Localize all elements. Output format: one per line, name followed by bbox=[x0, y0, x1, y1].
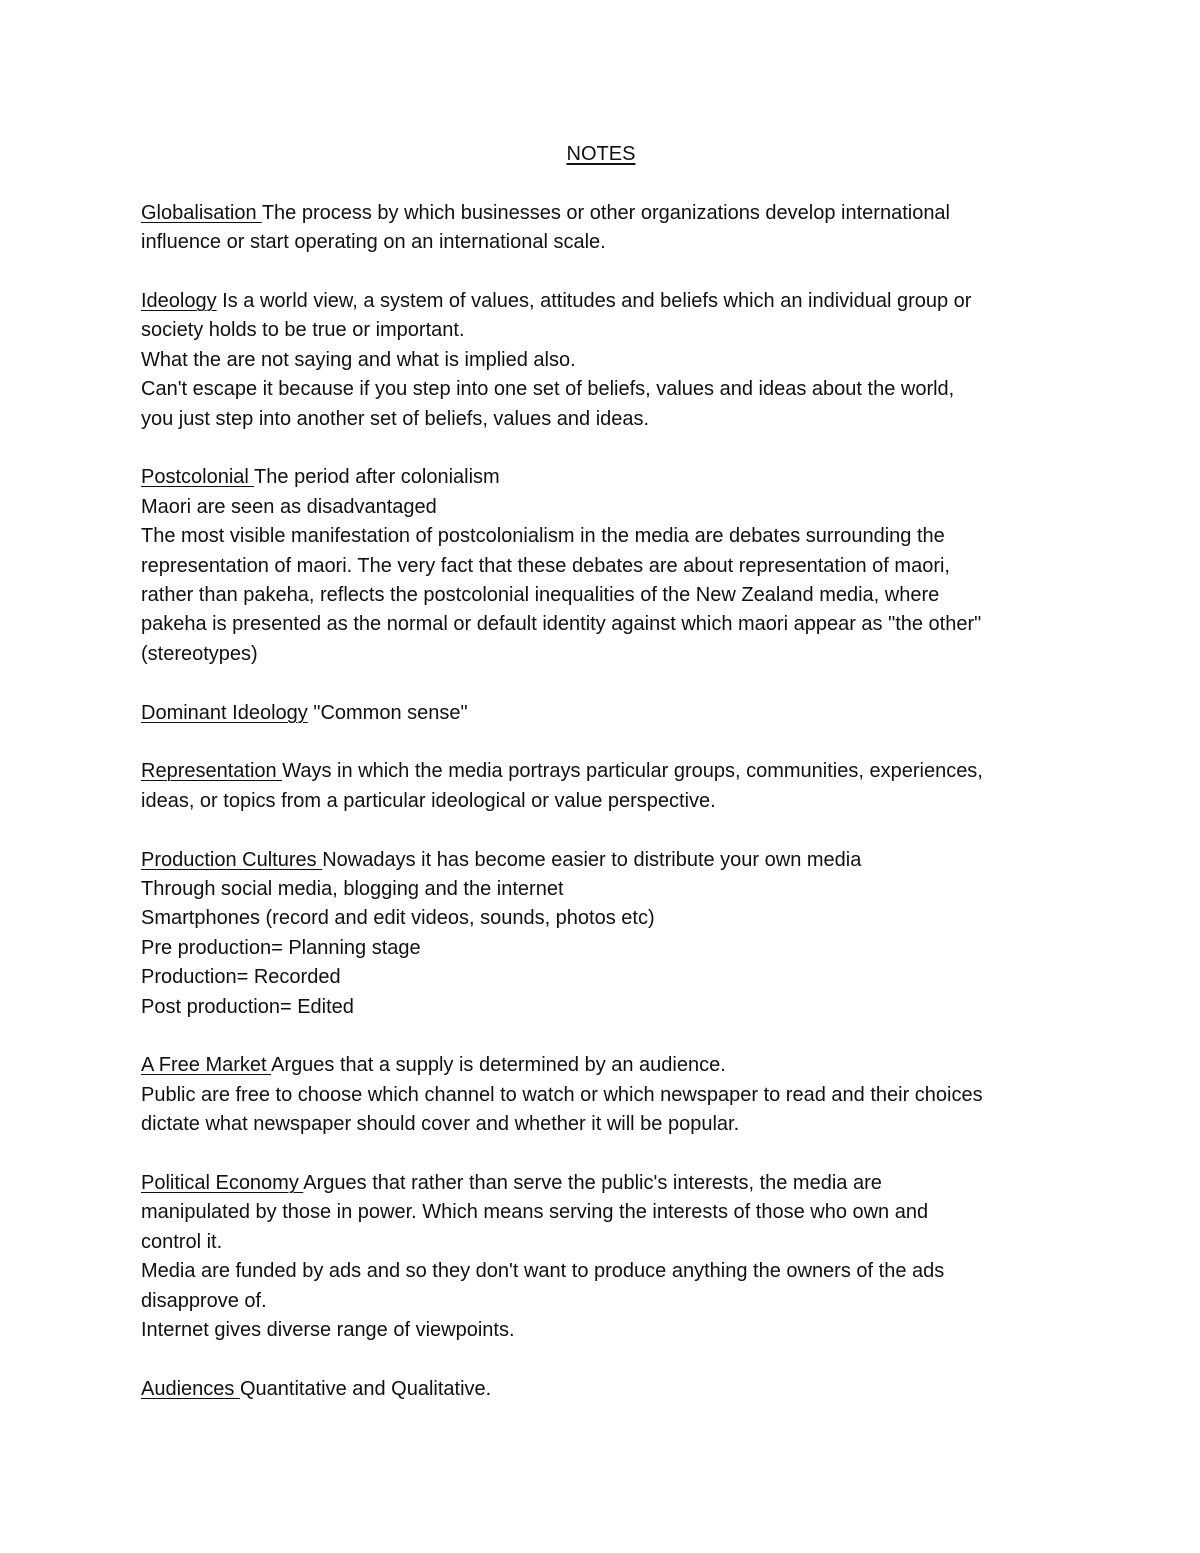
note-line bbox=[141, 522, 1061, 551]
note-text: Nowadays it has become easier to distribute your own media bbox=[322, 848, 862, 871]
note-text: The period after colonialism bbox=[254, 466, 500, 489]
note-text: rather than pakeha, reflects the postcolonial inequalities of the New Zealand media, where bbox=[141, 584, 940, 607]
notes-sections bbox=[141, 199, 1061, 1405]
note-text: influence or start operating on an international scale. bbox=[141, 231, 606, 254]
note-text: What the are not saying and what is implied also. bbox=[141, 348, 576, 371]
note-line bbox=[141, 493, 1061, 522]
note-section bbox=[141, 757, 1061, 816]
note-line bbox=[141, 199, 1061, 228]
note-text: Post production= Edited bbox=[141, 995, 354, 1018]
note-term: Political Economy bbox=[141, 1172, 304, 1195]
note-text: Is a world view, a system of values, attitudes and beliefs which an individual group or bbox=[216, 289, 972, 312]
note-text: society holds to be true or important. bbox=[141, 319, 465, 342]
note-text: Maori are seen as disadvantaged bbox=[141, 495, 437, 518]
note-term: Audiences bbox=[141, 1377, 240, 1400]
note-text: Media are funded by ads and so they don't want to produce anything the owners of the ads bbox=[141, 1260, 945, 1283]
note-text: "Common sense" bbox=[307, 701, 468, 724]
note-line bbox=[141, 287, 1061, 316]
note-term: Dominant Ideology bbox=[141, 701, 308, 724]
note-term: Production Cultures bbox=[141, 848, 323, 871]
notes-document bbox=[141, 140, 1061, 1434]
note-text: Production= Recorded bbox=[141, 966, 341, 989]
note-line bbox=[141, 346, 1061, 375]
note-line bbox=[141, 316, 1061, 345]
note-term: A Free Market bbox=[141, 1054, 272, 1077]
note-line bbox=[141, 993, 1061, 1022]
note-line bbox=[141, 581, 1061, 610]
note-line bbox=[141, 1051, 1061, 1080]
note-line bbox=[141, 1081, 1061, 1110]
note-line bbox=[141, 1316, 1061, 1345]
note-line bbox=[141, 552, 1061, 581]
note-line bbox=[141, 1228, 1061, 1257]
note-line bbox=[141, 1198, 1061, 1227]
note-text: representation of maori. The very fact that these debates are about representation of maori, bbox=[141, 554, 950, 577]
note-section bbox=[141, 463, 1061, 669]
note-line bbox=[141, 904, 1061, 933]
note-text: Internet gives diverse range of viewpoints. bbox=[141, 1319, 515, 1342]
note-line bbox=[141, 1287, 1061, 1316]
note-line bbox=[141, 610, 1061, 639]
note-term: Representation bbox=[141, 760, 283, 783]
note-section bbox=[141, 1051, 1061, 1139]
note-section bbox=[141, 846, 1061, 1022]
note-term: Postcolonial bbox=[141, 466, 255, 489]
note-section bbox=[141, 1169, 1061, 1345]
note-line bbox=[141, 640, 1061, 669]
note-line bbox=[141, 1375, 1061, 1404]
note-line bbox=[141, 787, 1061, 816]
note-section bbox=[141, 1375, 1061, 1404]
note-line bbox=[141, 375, 1061, 404]
note-line bbox=[141, 463, 1061, 492]
note-text: The process by which businesses or other organizations develop international bbox=[261, 201, 951, 224]
note-line bbox=[141, 228, 1061, 257]
note-line bbox=[141, 757, 1061, 786]
note-text: control it. bbox=[141, 1230, 223, 1253]
note-section bbox=[141, 199, 1061, 258]
note-text: Argues that rather than serve the public's interests, the media are bbox=[303, 1172, 882, 1195]
note-text: (stereotypes) bbox=[141, 642, 258, 665]
note-text: dictate what newspaper should cover and whether it will be popular. bbox=[141, 1113, 740, 1136]
note-text: Public are free to choose which channel to watch or which newspaper to read and their choices bbox=[141, 1083, 983, 1106]
note-text: Can't escape it because if you step into one set of beliefs, values and ideas about the world, bbox=[141, 378, 955, 401]
note-section bbox=[141, 287, 1061, 434]
page-title: NOTES bbox=[566, 143, 636, 165]
note-line bbox=[141, 1110, 1061, 1139]
note-line bbox=[141, 934, 1061, 963]
note-line bbox=[141, 699, 1061, 728]
note-line bbox=[141, 405, 1061, 434]
note-text: pakeha is presented as the normal or default identity against which maori appear as "the other" bbox=[141, 613, 982, 636]
note-term: Globalisation bbox=[141, 201, 262, 224]
note-text: The most visible manifestation of postcolonialism in the media are debates surrounding the bbox=[141, 525, 945, 548]
note-line bbox=[141, 846, 1061, 875]
note-text: manipulated by those in power. Which means serving the interests of those who own and bbox=[141, 1201, 929, 1224]
note-section bbox=[141, 699, 1061, 728]
note-text: ideas, or topics from a particular ideological or value perspective. bbox=[141, 789, 716, 812]
note-line bbox=[141, 1257, 1061, 1286]
note-line bbox=[141, 963, 1061, 992]
note-text: Through social media, blogging and the internet bbox=[141, 878, 564, 901]
note-line bbox=[141, 1169, 1061, 1198]
note-term: Ideology bbox=[141, 289, 217, 312]
note-text: Smartphones (record and edit videos, sounds, photos etc) bbox=[141, 907, 655, 930]
note-text: Quantitative and Qualitative. bbox=[239, 1377, 492, 1400]
note-text: you just step into another set of beliefs, values and ideas. bbox=[141, 407, 650, 430]
note-text: Ways in which the media portrays particular groups, communities, experiences, bbox=[282, 760, 983, 783]
note-text: Pre production= Planning stage bbox=[141, 936, 421, 959]
note-line bbox=[141, 875, 1061, 904]
note-text: Argues that a supply is determined by an audience. bbox=[271, 1054, 726, 1077]
note-text: disapprove of. bbox=[141, 1289, 267, 1312]
